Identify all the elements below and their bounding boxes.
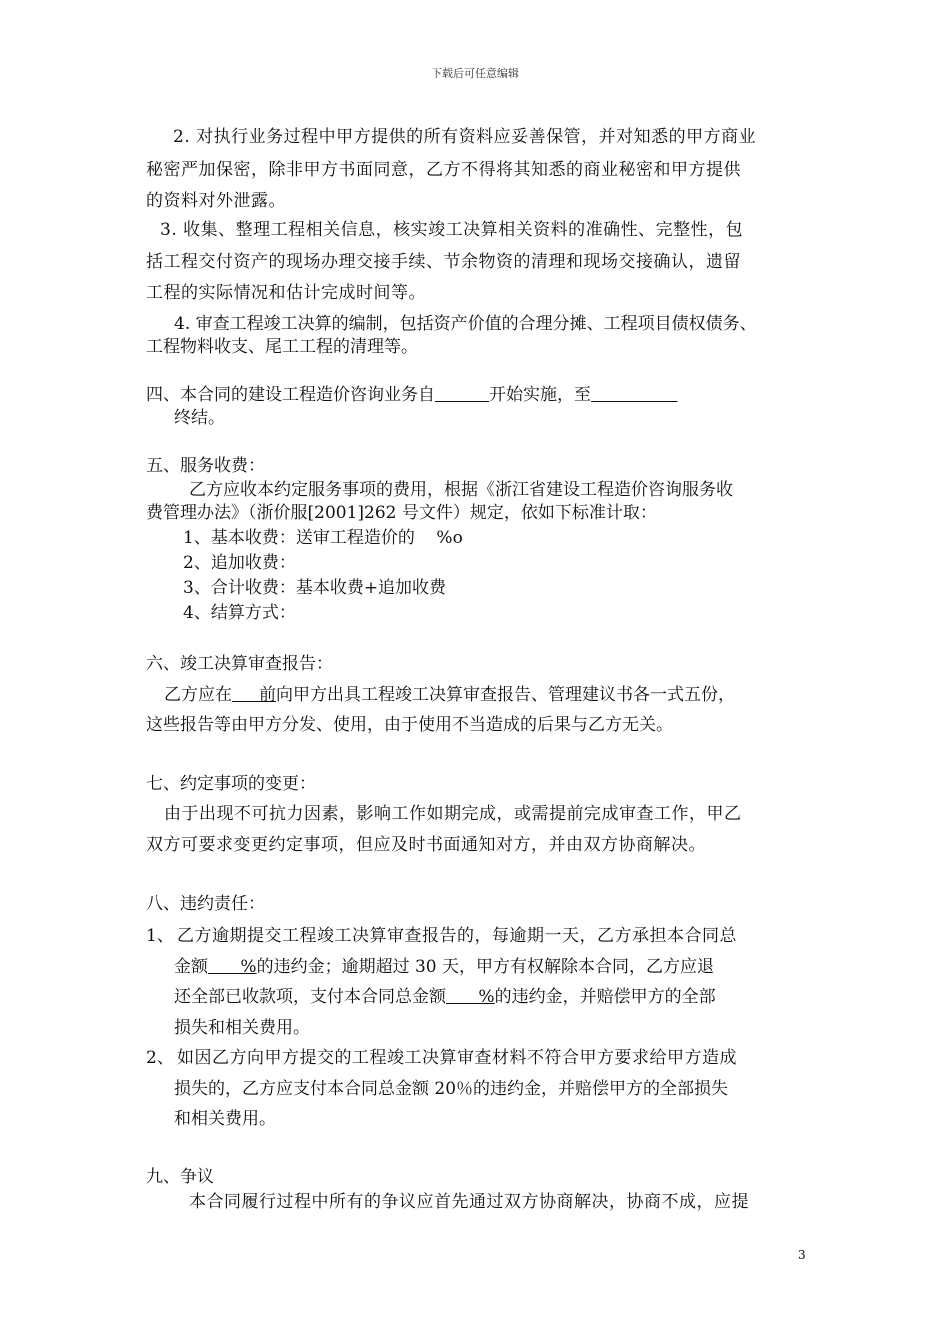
section-8-title: 八、违约责任： [146, 894, 265, 914]
section-5-para-line-1: 乙方应收本约定服务事项的费用，根据《浙江省建设工程造价咨询服务收 [189, 480, 733, 500]
item-2-line-2: 秘密严加保密，除非甲方书面同意，乙方不得将其知悉的商业秘密和甲方提供 [146, 160, 741, 180]
section-7-line-1: 由于出现不可抗力因素，影响工作如期完成，或需提前完成审查工作，甲乙 [164, 804, 742, 824]
item-2-line-1: 2. 对执行业务过程中甲方提供的所有资料应妥善保管，并对知悉的甲方商业 [173, 127, 757, 147]
section-6-title: 六、竣工决算审查报告： [146, 654, 333, 674]
section-4-text-a: 四、本合同的建设工程造价咨询业务自 [146, 385, 435, 405]
item-3-line-1: 3. 收集、整理工程相关信息，核实竣工决算相关资料的准确性、完整性，包 [160, 220, 744, 240]
section-5-para-line-2: 费管理办法》（浙价服[2001]262 号文件）规定，依如下标准计取： [146, 503, 657, 523]
section-5-title: 五、服务收费： [146, 456, 265, 476]
liability-text-c: 还全部已收款项，支付本合同总金额 [174, 987, 446, 1007]
fee-item-4: 4、结算方式： [183, 603, 296, 623]
start-date-blank [435, 385, 489, 405]
liability-item-2-line-3: 和相关费用。 [174, 1109, 276, 1129]
section-7-line-2: 双方可要求变更约定事项，但应及时书面通知对方，并由双方协商解决。 [146, 835, 706, 855]
liability-text-d: 的违约金，并赔偿甲方的全部 [494, 987, 716, 1007]
section-6-line-1 [164, 684, 735, 706]
item-4-line-1: 4. 审查工程竣工决算的编制，包括资产价值的合理分摊、工程项目债权债务、 [174, 314, 757, 334]
penalty-rate-blank-1: % [208, 957, 257, 977]
report-deadline-blank: 前 [232, 685, 277, 705]
section-6-line-2: 这些报告等由甲方分发、使用，由于使用不当造成的后果与乙方无关。 [146, 715, 673, 735]
section-6-text-b: 向甲方出具工程竣工决算审查报告、管理建议书各一式五份， [276, 685, 736, 705]
liability-item-2-number: 2、 [146, 1048, 174, 1068]
fee-item-3: 3、合计收费：基本收费+追加收费 [183, 578, 447, 598]
liability-item-1-line-2 [174, 956, 714, 978]
section-9-title: 九、争议 [146, 1167, 214, 1187]
liability-item-1-number: 1、 [146, 926, 174, 946]
section-4-line-2: 终结。 [174, 408, 225, 428]
end-date-blank [591, 385, 677, 405]
section-6-text-a: 乙方应在 [164, 685, 232, 705]
section-9-line-1: 本合同履行过程中所有的争议应首先通过双方协商解决，协商不成，应提 [189, 1192, 749, 1212]
item-3-line-2: 括工程交付资产的现场办理交接手续、节余物资的清理和现场交接确认，遗留 [146, 252, 741, 272]
penalty-rate-blank-2: % [446, 987, 495, 1007]
liability-item-1-line-3 [174, 986, 716, 1008]
liability-item-2-line-2: 损失的，乙方应支付本合同总金额 20％的违约金，并赔偿甲方的全部损失 [174, 1079, 729, 1099]
section-7-title: 七、约定事项的变更： [146, 774, 316, 794]
liability-text-a: 金额 [174, 957, 208, 977]
item-3-line-3: 工程的实际情况和估计完成时间等。 [146, 283, 426, 303]
page-header: 下载后可任意编辑 [431, 67, 519, 80]
item-4-line-2: 工程物料收支、尾工工程的清理等。 [146, 337, 418, 357]
liability-item-1-line-1: 乙方逾期提交工程竣工决算审查报告的，每逾期一天，乙方承担本合同总 [177, 926, 737, 946]
fee-item-2: 2、追加收费： [183, 553, 296, 573]
fee-item-1: 1、基本收费：送审工程造价的 %o [183, 528, 463, 548]
item-2-line-3: 的资料对外泄露。 [146, 191, 286, 211]
section-4-line-1 [146, 384, 678, 406]
page-number: 3 [798, 1248, 806, 1262]
liability-item-1-line-4: 损失和相关费用。 [174, 1018, 310, 1038]
section-4-text-b: 开始实施，至 [489, 385, 592, 405]
liability-item-2-line-1: 如因乙方向甲方提交的工程竣工决算审查材料不符合甲方要求给甲方造成 [177, 1048, 737, 1068]
liability-text-b: 的违约金；逾期超过 30 天，甲方有权解除本合同，乙方应退 [256, 957, 715, 977]
